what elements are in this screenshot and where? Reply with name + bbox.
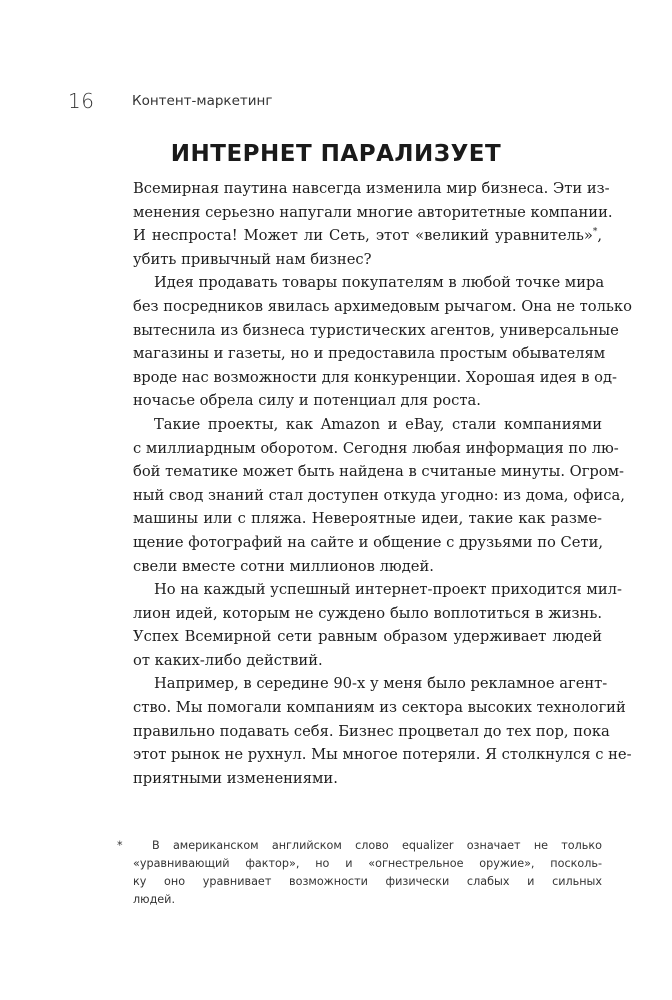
footnote-line: людей.: [133, 893, 176, 906]
footnote-reference-punct: ,: [597, 227, 602, 245]
text-line: правильно подавать себя. Бизнес процветал до тех пор, пока: [133, 722, 610, 740]
text-line: [133, 224, 602, 248]
text-line: вроде нас возможности для конкуренции. Хорошая идея в од-: [133, 368, 618, 386]
body-text: [133, 177, 632, 790]
page-number: 16: [68, 89, 95, 113]
paragraph: [133, 177, 613, 271]
footnote: [117, 837, 602, 909]
text-line: бой тематике может быть найдена в считаные минуты. Огром-: [133, 463, 625, 481]
text-line: приятными изменениями.: [133, 769, 338, 787]
text-line: вытеснила из бизнеса туристических агентов, универсальные: [133, 321, 619, 339]
chapter-heading: ИНТЕРНЕТ ПАРАЛИЗУЕТ: [170, 141, 502, 167]
text-line-content: И неспроста! Может ли Сеть, этот «великий уравнитель»: [133, 227, 593, 245]
text-line: Успех Всемирной сети равным образом удерживает людей: [133, 628, 602, 646]
paragraph: [133, 271, 632, 413]
text-line: магазины и газеты, но и предоставила простым обывателям: [133, 345, 606, 363]
text-line: Всемирная паутина навсегда изменила мир бизнеса. Эти из-: [133, 180, 610, 197]
text-line: от каких-либо действий.: [133, 651, 323, 669]
text-line: Идея продавать товары покупателям в любой точке мира: [154, 274, 605, 292]
text-line: ночасье обрела силу и потенциал для роста.: [133, 392, 481, 410]
text-line: лион идей, которым не суждено было воплотиться в жизнь.: [133, 604, 602, 622]
text-line: ство. Мы помогали компаниям из сектора высоких технологий: [133, 699, 626, 717]
text-line: Такие проекты, как Amazon и eBay, стали компаниями: [154, 415, 602, 433]
text-line: менения серьезно напугали многие авторитетные компании.: [133, 203, 613, 221]
text-line: с миллиардным оборотом. Сегодня любая информация по лю-: [133, 439, 619, 457]
paragraph: [133, 578, 622, 672]
footnote-mark: *: [117, 839, 123, 852]
text-line: свели вместе сотни миллионов людей.: [133, 557, 434, 575]
text-line: машины или с пляжа. Невероятные идеи, такие как разме-: [133, 510, 602, 528]
text-line: без посредников явилась архимедовым рычагом. Она не только: [133, 297, 632, 315]
text-line: этот рынок не рухнул. Мы многое потеряли. Я столкнулся с не-: [133, 746, 632, 764]
footnote-line: ку оно уравнивает возможности физически слабых и сильных: [133, 875, 602, 888]
running-title: Контент-маркетинг: [132, 93, 273, 109]
paragraph: [133, 672, 632, 790]
footnote-reference[interactable]: *: [592, 227, 598, 238]
text-line: Например, в середине 90-х у меня было рекламное агент-: [154, 675, 608, 693]
paragraph: [133, 413, 625, 578]
text-line: убить привычный нам бизнес?: [133, 250, 372, 268]
text-line: ный свод знаний стал доступен откуда угодно: из дома, офиса,: [133, 486, 625, 504]
running-head: [0, 88, 672, 118]
text-line: Но на каждый успешный интернет-проект приходится мил-: [154, 581, 622, 599]
text-line: щение фотографий на сайте и общение с друзьями по Сети,: [133, 533, 604, 551]
footnote-line: В американском английском слово equalizer означает не только: [152, 839, 602, 852]
footnote-line: «уравнивающий фактор», но и «огнестрельное оружие», посколь-: [133, 857, 602, 870]
